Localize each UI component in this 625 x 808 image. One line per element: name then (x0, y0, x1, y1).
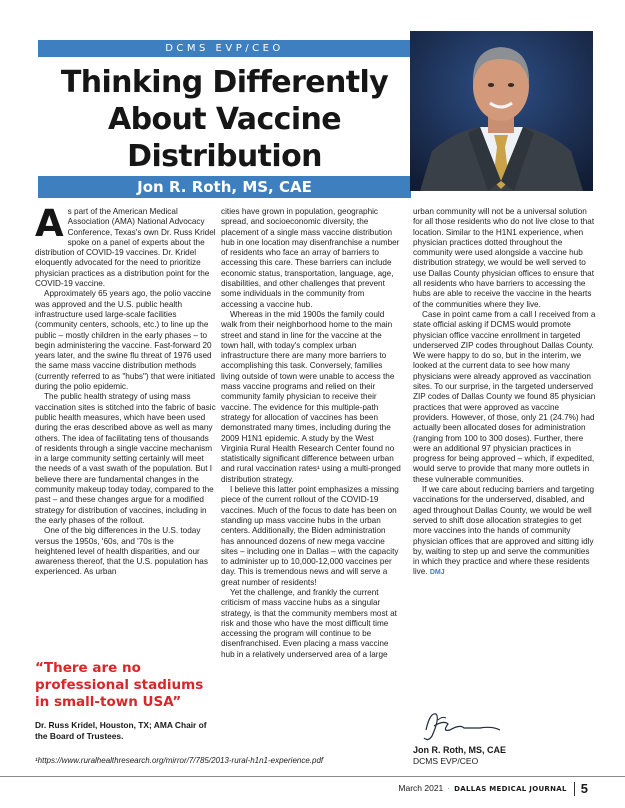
pull-quote-attribution: Dr. Russ Kridel, Houston, TX; AMA Chair of the Board of Trustees. (35, 720, 207, 741)
journal-name: DALLAS MEDICAL JOURNAL (454, 785, 567, 793)
signature-image (420, 706, 530, 744)
paragraph-text: If we care about reducing barriers and targeting vaccinations for the underserved, disabled, and aged throughout Dallas County, we would be well served to shift dose allocation strategies to get more vaccines into the hands of community physician offices that are approved and sitting idly by, waiting to step up and serve the communities in which they practice and where these residents live. (413, 485, 595, 577)
paragraph: cities have grown in population, geographic spread, and socioeconomic diversity, the placement of a single mass vaccine distribution hub in one location may disenfranchise a number of residents who face an array of barriers to accessing this care. These barriers can include economic status, transportation, language, age, disabilities, and other challenges that prevent some individuals in the community from accessing a vaccine hub. (221, 207, 400, 309)
article-title: Thinking Differently About Vaccine Distribution (60, 65, 389, 174)
paragraph: Case in point came from a call I received from a state official asking if DCMS would promote physician office vaccine enrollment in targeted underserved ZIP codes throughout Dallas County. We were happy to do so, but in the interim, we looked at the current data to see how many physicians were already approved as vaccination sites. To our surprise, in the targeted underserved ZIP codes of Dallas County we found 85 physician practices that were approved as vaccine providers. However, of those, only 21 (24.7%) had actually been allocated doses for administration (ranging from 100 to 300 doses). Further, there were an additional 97 physician practices in progress for being approved – which, if expedited, would serve to provide that many more outlets in these vulnerable communities. (413, 309, 596, 484)
end-mark: DMJ (429, 569, 445, 577)
footer-divider (0, 776, 625, 777)
paragraph-text: s part of the American Medical Association (AMA) National Advocacy Conference, Texas's own Dr. Russ Kridel spoke on a panel of experts about the distribution of COVID-19 vaccines. Dr. Kridel eloquently advocated for the need to prioritize physician practices as a distribution point for the COVID-19 vaccine. (35, 207, 216, 289)
article-column-3 (413, 207, 596, 579)
page-number: 5 (574, 782, 588, 796)
author-name: Jon R. Roth, MS, CAE (413, 745, 506, 755)
article-column-2 (221, 207, 401, 660)
paragraph: Yet the challenge, and frankly the current criticism of mass vaccine hubs as a singular strategy, is that the community members most at risk and those who have the most difficult time accessing the program will continue to be disenfranchised. Even placing a mass vaccine hub in a relatively underserved area of a large (221, 587, 397, 659)
drop-cap: A (35, 202, 64, 245)
paragraph (413, 485, 596, 579)
paragraph: I believe this latter point emphasizes a missing piece of the current rollout of the COVID-19 vaccines. Much of the focus to date has been on standing up mass vaccine hubs in the urban centers. Additionally, the Biden administration has announced dozens of new mega vaccine sites – including one in Dallas – with the capacity to administer up to 10,000-12,000 vaccines per day. This is tremendous news and will serve a great number of residents! (221, 485, 399, 587)
paragraph (35, 202, 216, 289)
pull-quote: “There are no professional stadiums in small-town USA” (35, 660, 204, 710)
author-title: DCMS EVP/CEO (413, 756, 479, 766)
page-footer (398, 781, 588, 795)
paragraph: One of the big differences in the U.S. today versus the 1950s, '60s, and '70s is the heightened level of health disparities, and our awareness thereof, that the U.S. population has experienced. As urban (35, 526, 208, 577)
footnote: ¹https://www.ruralhealthresearch.org/mirror/7/785/2013-rural-h1n1-experience.pdf (35, 756, 324, 765)
paragraph: Whereas in the mid 1900s the family could walk from their neighborhood home to the main street and stand in line for the vaccine at the town hall, with today's complex urban infrastructure there are many more barriers to accomplishing this task. Conversely, families living outside of town were unable to access the mass vaccine programs and relied on their community family physician to receive their vaccine. The evidence for this multiple-path strategy for allocation of vaccines has been demonstrated many times, including during the 2009 H1N1 epidemic. A study by the West Virginia Rural Health Research Center found no statistically significant difference between urban and rural vaccination rates¹ using a multi-pronged distribution strategy. (221, 309, 401, 484)
issue-date: March 2021 (398, 783, 444, 793)
author-byline: Jon R. Roth, MS, CAE (38, 176, 411, 198)
paragraph: Approximately 65 years ago, the polio vaccine was approved and the U.S. public health infrastructure used large-scale facilities (community centers, schools, etc.) to line up the public – mostly children in the early phases – to begin administering the vaccine. Fast-forward 20 years later, and the swine flu threat of 1976 used the same mass vaccine distribution methods (currently referred to as "hubs") that were initiated during the polio epidemic. (35, 289, 216, 392)
paragraph: urban community will not be a universal solution for all those residents who do not live close to that location. Similar to the H1N1 experience, when physician practices dotted throughout the community were used alongside a vaccine hub distribution strategy, we would be well served to use Dallas County physician offices to ensure that all residents who have barriers to accessing the hubs are able to receive the vaccine in the hearts of the communities where they live. (413, 207, 595, 309)
footer-separator: · (447, 783, 451, 793)
article-column-1 (35, 202, 216, 578)
author-photo (410, 31, 593, 191)
paragraph: The public health strategy of using mass vaccination sites is stitched into the fabric of basic public health measures, which have been used during the eras described above as well as many others. The idea of facilitating tens of thousands of residents through a single vaccine mechanism in a large community setting certainly will meet the needs of a vast swath of the population. But I believe there are fundamental changes in the community makeup today today, compared to the past – and these changes argue for a modified strategy for distribution of vaccines, including in the early phases of the rollout. (35, 392, 216, 525)
section-tag: DCMS EVP/CEO (38, 40, 411, 57)
